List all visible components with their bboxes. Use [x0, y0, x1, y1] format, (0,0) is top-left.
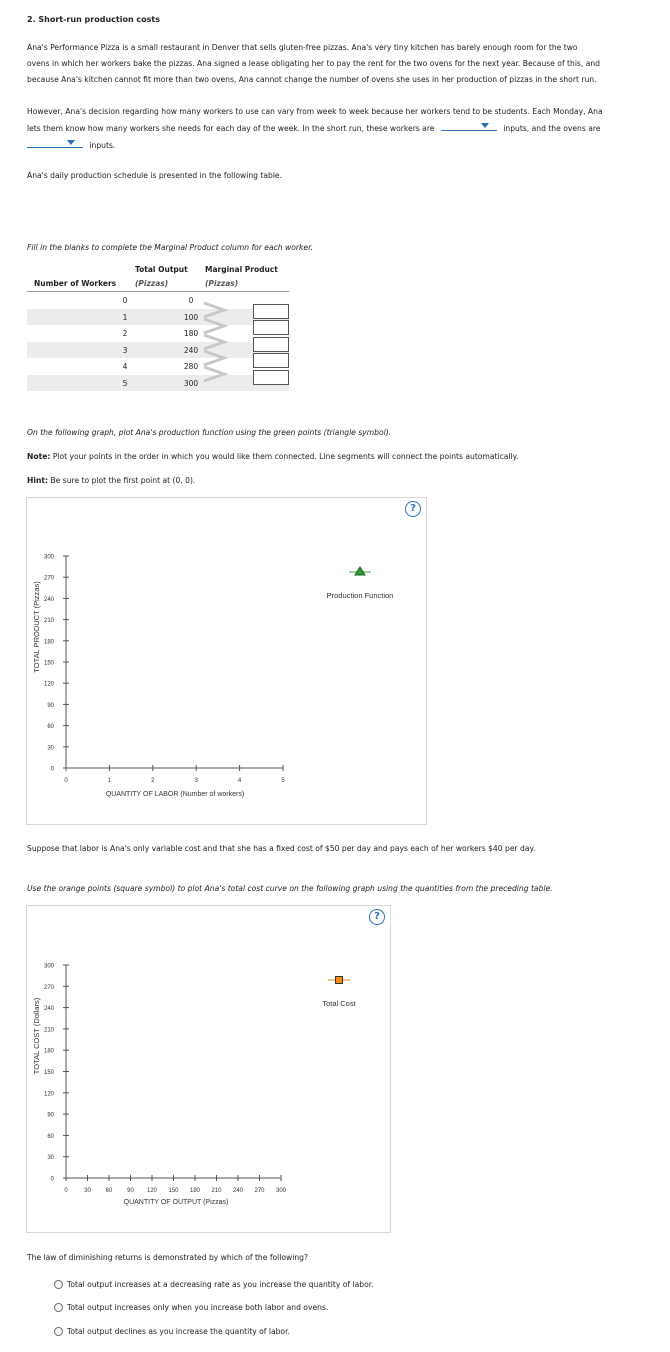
y-tick-label: 210 [43, 618, 54, 625]
x-tick-label: 30 [84, 1188, 91, 1194]
intro-paragraph [27, 40, 637, 88]
cost-axes [44, 964, 287, 1195]
bracket-icon [204, 303, 224, 317]
production-axes [44, 555, 285, 785]
y-tick-label: 30 [47, 745, 54, 752]
decision-paragraph [27, 104, 637, 154]
graph1-hint [27, 473, 637, 489]
mcq-option-3[interactable]: Total output declines as you increase the quantity of labor. [67, 1327, 290, 1336]
y-tick-label: 240 [43, 1006, 54, 1013]
bracket-icon [204, 335, 224, 349]
col-header-workers: Number of Workers [34, 279, 117, 288]
y-tick-label: 60 [47, 1133, 54, 1140]
decision-line [27, 120, 637, 137]
bracket-icon [204, 367, 224, 381]
note-text: Plot your points in the order in which you would like them connected. Line segments will connect the points automatically. [52, 452, 519, 461]
y-tick-label: 120 [43, 1091, 54, 1098]
mp-input-worker-3[interactable] [253, 337, 289, 352]
dropdown-arrow-icon [67, 140, 75, 145]
y-tick-label: 120 [43, 681, 54, 688]
mcq-option-1[interactable]: Total output increases at a decreasing rate as you increase the quantity of labor. [67, 1280, 374, 1289]
output-cell: 180 [183, 329, 199, 338]
y-axis-label: TOTAL PRODUCT (Pizzas) [32, 581, 41, 673]
x-tick-label: 60 [105, 1188, 113, 1194]
y-tick-label: 150 [43, 1070, 54, 1076]
workers-cell: 2 [122, 329, 128, 338]
dropdown-arrow-icon [481, 123, 489, 128]
graph1-instruction: On the following graph, plot Ana's production function using the green points (triangle symbol). [27, 428, 392, 437]
output-cell: 280 [183, 362, 199, 371]
y-tick-label: 0 [50, 1176, 54, 1183]
fill-instruction: Fill in the blanks to complete the Marginal Product column for each worker. [27, 243, 313, 252]
schedule-intro: Ana's daily production schedule is presented in the following table. [27, 171, 283, 180]
output-cell: 0 [188, 296, 194, 305]
x-tick-label: 90 [127, 1188, 134, 1194]
legend-label: Production Function [326, 591, 394, 600]
output-cell: 100 [183, 313, 199, 322]
x-tick-label: 180 [189, 1188, 201, 1194]
x-tick-label: 4 [237, 778, 242, 784]
workers-input-type-dropdown[interactable] [441, 120, 497, 131]
decision-text: lets them know how many workers she needs for each day of the week. In the short run, these workers are [27, 124, 435, 133]
legend-label: Total Cost [322, 999, 356, 1008]
marginal-brackets [202, 301, 232, 383]
decision-line [27, 137, 637, 154]
output-cell: 300 [183, 379, 199, 388]
col-header-mp: Marginal Product [205, 265, 278, 274]
workers-cell: 5 [122, 379, 128, 388]
radio-option-2[interactable] [54, 1303, 63, 1312]
workers-cell: 3 [122, 346, 128, 355]
y-tick-label: 210 [43, 1027, 54, 1034]
intro-line: because Ana's kitchen cannot fit more than two ovens, Ana cannot change the number of ovens she uses in her production of pizzas in the short run. [27, 75, 597, 84]
col-header-output-unit: (Pizzas) [135, 279, 169, 288]
workers-cell: 4 [122, 362, 128, 371]
graph2-instruction: Use the orange points (square symbol) to plot Ana's total cost curve on the following graph using the quantities from the preceding table. [27, 884, 553, 893]
y-tick-label: 0 [50, 766, 54, 773]
help-icon[interactable]: ? [405, 501, 421, 517]
table-row [27, 342, 289, 359]
y-tick-label: 270 [43, 575, 54, 582]
x-tick-label: 270 [254, 1188, 265, 1194]
workers-cell: 0 [122, 296, 128, 305]
col-header-mp-unit: (Pizzas) [205, 279, 239, 288]
y-tick-label: 180 [43, 1048, 54, 1055]
decision-text: inputs, and the ovens are [503, 124, 601, 133]
y-tick-label: 90 [47, 1112, 54, 1119]
table-row [27, 375, 289, 392]
table-row [27, 358, 289, 375]
note-label: Note: [27, 452, 51, 461]
x-axis-label: QUANTITY OF LABOR (Number of workers) [105, 791, 245, 798]
mcq-option-2[interactable]: Total output increases only when you increase both labor and ovens. [67, 1303, 329, 1312]
intro-line: Ana's Performance Pizza is a small restaurant in Denver that sells gluten-free pizzas. Ana's very tiny kitchen has barely enough room for the two [27, 43, 578, 52]
y-tick-label: 240 [43, 596, 54, 603]
x-tick-label: 300 [275, 1188, 287, 1194]
x-tick-label: 150 [168, 1188, 179, 1194]
decision-text: inputs. [89, 141, 116, 150]
cost-text: Suppose that labor is Ana's only variable cost and that she has a fixed cost of $50 per day and pays each of her workers $40 per day. [27, 844, 536, 853]
table-row [27, 325, 289, 342]
mp-input-worker-1[interactable] [253, 304, 289, 319]
mp-input-worker-5[interactable] [253, 370, 289, 385]
y-tick-label: 90 [47, 702, 54, 709]
y-axis-label: TOTAL COST (Dollars) [32, 997, 41, 1075]
y-tick-label: 150 [43, 660, 54, 667]
question-title: 2. Short-run production costs [27, 15, 161, 24]
intro-line: ovens in which her workers bake the pizzas. Ana signed a lease obligating her to pay the rent for the two ovens for the next year. Because of this, and [27, 59, 601, 68]
x-tick-label: 0 [64, 778, 68, 784]
x-tick-label: 120 [146, 1188, 158, 1194]
cost-graph-panel [26, 905, 391, 1233]
orange-square-icon[interactable] [336, 977, 343, 984]
table-row [27, 309, 289, 326]
y-tick-label: 180 [43, 639, 54, 646]
x-tick-label: 5 [281, 778, 285, 784]
x-tick-label: 2 [151, 778, 155, 784]
x-axis-label: QUANTITY OF OUTPUT (Pizzas) [123, 1199, 229, 1206]
output-cell: 240 [183, 346, 199, 355]
workers-cell: 1 [122, 313, 128, 322]
x-tick-label: 3 [194, 778, 198, 784]
x-tick-label: 210 [211, 1188, 222, 1194]
ovens-input-type-dropdown[interactable] [27, 137, 83, 148]
mcq-question: The law of diminishing returns is demonstrated by which of the following? [27, 1253, 308, 1262]
mp-input-worker-4[interactable] [253, 353, 289, 368]
y-tick-label: 300 [43, 554, 54, 561]
mp-input-worker-2[interactable] [253, 320, 289, 335]
radio-option-3[interactable] [54, 1327, 63, 1336]
x-tick-label: 240 [232, 1188, 244, 1194]
x-tick-label: 1 [107, 778, 112, 784]
bracket-icon [204, 351, 224, 365]
y-tick-label: 60 [47, 724, 54, 731]
table-row [27, 292, 289, 309]
hint-label: Hint: [27, 476, 49, 485]
bracket-icon [204, 319, 224, 333]
radio-option-1[interactable] [54, 1280, 63, 1289]
y-tick-label: 30 [47, 1155, 54, 1162]
y-tick-label: 300 [43, 963, 54, 970]
y-tick-label: 270 [43, 984, 54, 991]
col-header-output: Total Output [135, 265, 188, 274]
graph1-note [27, 449, 637, 465]
production-graph-panel [26, 497, 427, 825]
x-tick-label: 0 [64, 1188, 68, 1194]
hint-text: Be sure to plot the first point at (0, 0). [50, 476, 196, 485]
cost-graph[interactable] [27, 906, 390, 1232]
production-table [27, 263, 289, 393]
production-graph[interactable] [27, 498, 426, 824]
help-icon[interactable]: ? [369, 909, 385, 925]
decision-line: However, Ana's decision regarding how many workers to use can vary from week to week because her workers tend to be students. Each Monday, Ana [27, 107, 603, 116]
